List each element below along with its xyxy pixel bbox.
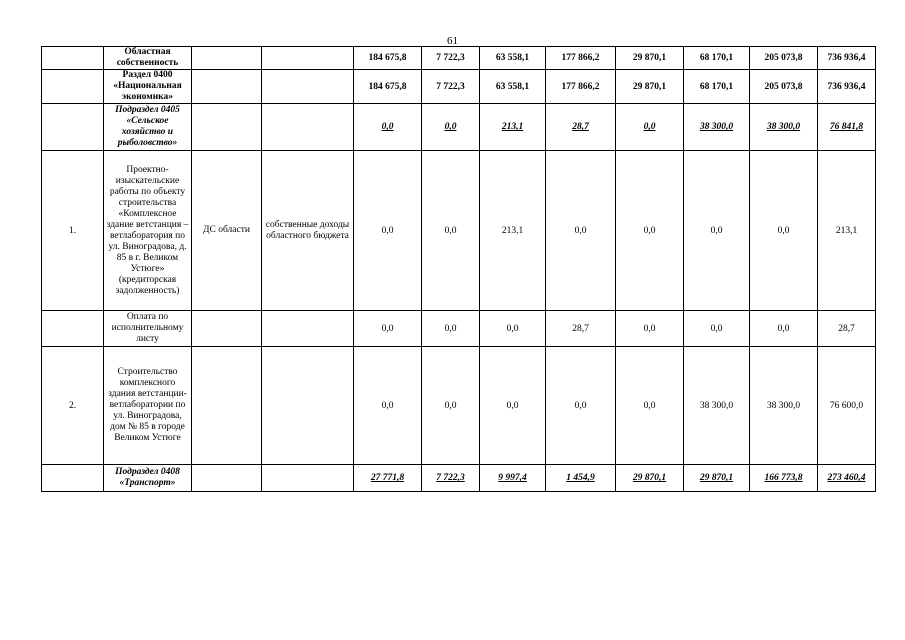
value-cell: 184 675,8	[354, 47, 422, 70]
row-number-cell	[42, 465, 104, 492]
row-executor-cell	[192, 47, 262, 70]
value-cell: 0,0	[422, 151, 480, 311]
page-number: 61	[447, 35, 458, 47]
row-funding-source-cell	[262, 465, 354, 492]
row-number-cell	[42, 70, 104, 104]
row-name-cell: Раздел 0400 «Национальная экономика»	[104, 70, 192, 104]
row-number-cell	[42, 47, 104, 70]
row-funding-source-cell: собственные доходы областного бюджета	[262, 151, 354, 311]
value-cell: 28,7	[818, 311, 876, 347]
row-executor-cell	[192, 311, 262, 347]
value-cell: 29 870,1	[616, 70, 684, 104]
value-cell: 28,7	[546, 311, 616, 347]
budget-table	[41, 46, 876, 492]
value-cell: 184 675,8	[354, 70, 422, 104]
value-cell: 205 073,8	[750, 47, 818, 70]
table-row	[42, 151, 876, 311]
row-funding-source-cell	[262, 47, 354, 70]
value-cell: 0,0	[750, 151, 818, 311]
value-cell: 177 866,2	[546, 47, 616, 70]
row-name-cell: Подраздел 0408 «Транспорт»	[104, 465, 192, 492]
value-cell: 63 558,1	[480, 70, 546, 104]
row-funding-source-cell	[262, 347, 354, 465]
value-cell: 205 073,8	[750, 70, 818, 104]
value-cell: 166 773,8	[750, 465, 818, 492]
row-executor-cell	[192, 70, 262, 104]
value-cell: 38 300,0	[684, 104, 750, 151]
value-cell: 0,0	[546, 151, 616, 311]
value-cell: 0,0	[616, 311, 684, 347]
value-cell: 38 300,0	[750, 347, 818, 465]
row-name-cell: Проектно-изыскательские работы по объекту строительства «Комплексное здание ветстанция – ветлаборатория по ул. Виноградова, д. 85 в г. Великом Устюге» (кредиторская задолженность)	[104, 151, 192, 311]
value-cell: 0,0	[684, 311, 750, 347]
table-row	[42, 47, 876, 70]
table-row	[42, 104, 876, 151]
value-cell: 68 170,1	[684, 70, 750, 104]
value-cell: 29 870,1	[684, 465, 750, 492]
row-number-cell: 1.	[42, 151, 104, 311]
value-cell: 213,1	[818, 151, 876, 311]
row-executor-cell	[192, 347, 262, 465]
value-cell: 29 870,1	[616, 47, 684, 70]
value-cell: 28,7	[546, 104, 616, 151]
row-name-cell: Областная собственность	[104, 47, 192, 70]
value-cell: 38 300,0	[750, 104, 818, 151]
value-cell: 0,0	[480, 347, 546, 465]
value-cell: 177 866,2	[546, 70, 616, 104]
row-name-cell: Подраздел 0405 «Сельское хозяйство и рыболовство»	[104, 104, 192, 151]
table-row	[42, 465, 876, 492]
row-funding-source-cell	[262, 104, 354, 151]
value-cell: 0,0	[354, 104, 422, 151]
table-row	[42, 311, 876, 347]
row-name-cell: Оплата по исполнительному листу	[104, 311, 192, 347]
row-number-cell	[42, 311, 104, 347]
value-cell: 76 841,8	[818, 104, 876, 151]
value-cell: 27 771,8	[354, 465, 422, 492]
value-cell: 0,0	[422, 347, 480, 465]
value-cell: 273 460,4	[818, 465, 876, 492]
row-executor-cell	[192, 104, 262, 151]
value-cell: 63 558,1	[480, 47, 546, 70]
value-cell: 68 170,1	[684, 47, 750, 70]
row-number-cell	[42, 104, 104, 151]
row-funding-source-cell	[262, 311, 354, 347]
value-cell: 0,0	[422, 311, 480, 347]
value-cell: 736 936,4	[818, 47, 876, 70]
value-cell: 0,0	[616, 151, 684, 311]
value-cell: 0,0	[616, 104, 684, 151]
row-name-cell: Строительство комплексного здания ветстанции-ветлаборатории по ул. Виноградова, дом № 85 в городе Великом Устюге	[104, 347, 192, 465]
value-cell: 76 600,0	[818, 347, 876, 465]
value-cell: 0,0	[354, 347, 422, 465]
value-cell: 213,1	[480, 104, 546, 151]
value-cell: 0,0	[546, 347, 616, 465]
value-cell: 29 870,1	[616, 465, 684, 492]
row-executor-cell	[192, 465, 262, 492]
value-cell: 0,0	[684, 151, 750, 311]
value-cell: 0,0	[422, 104, 480, 151]
value-cell: 0,0	[480, 311, 546, 347]
row-number-cell: 2.	[42, 347, 104, 465]
value-cell: 0,0	[616, 347, 684, 465]
row-funding-source-cell	[262, 70, 354, 104]
value-cell: 0,0	[354, 311, 422, 347]
value-cell: 0,0	[750, 311, 818, 347]
row-executor-cell: ДС области	[192, 151, 262, 311]
value-cell: 0,0	[354, 151, 422, 311]
value-cell: 38 300,0	[684, 347, 750, 465]
value-cell: 736 936,4	[818, 70, 876, 104]
value-cell: 7 722,3	[422, 47, 480, 70]
value-cell: 1 454,9	[546, 465, 616, 492]
table-row	[42, 70, 876, 104]
value-cell: 7 722,3	[422, 70, 480, 104]
table-row	[42, 347, 876, 465]
value-cell: 9 997,4	[480, 465, 546, 492]
value-cell: 7 722,3	[422, 465, 480, 492]
value-cell: 213,1	[480, 151, 546, 311]
